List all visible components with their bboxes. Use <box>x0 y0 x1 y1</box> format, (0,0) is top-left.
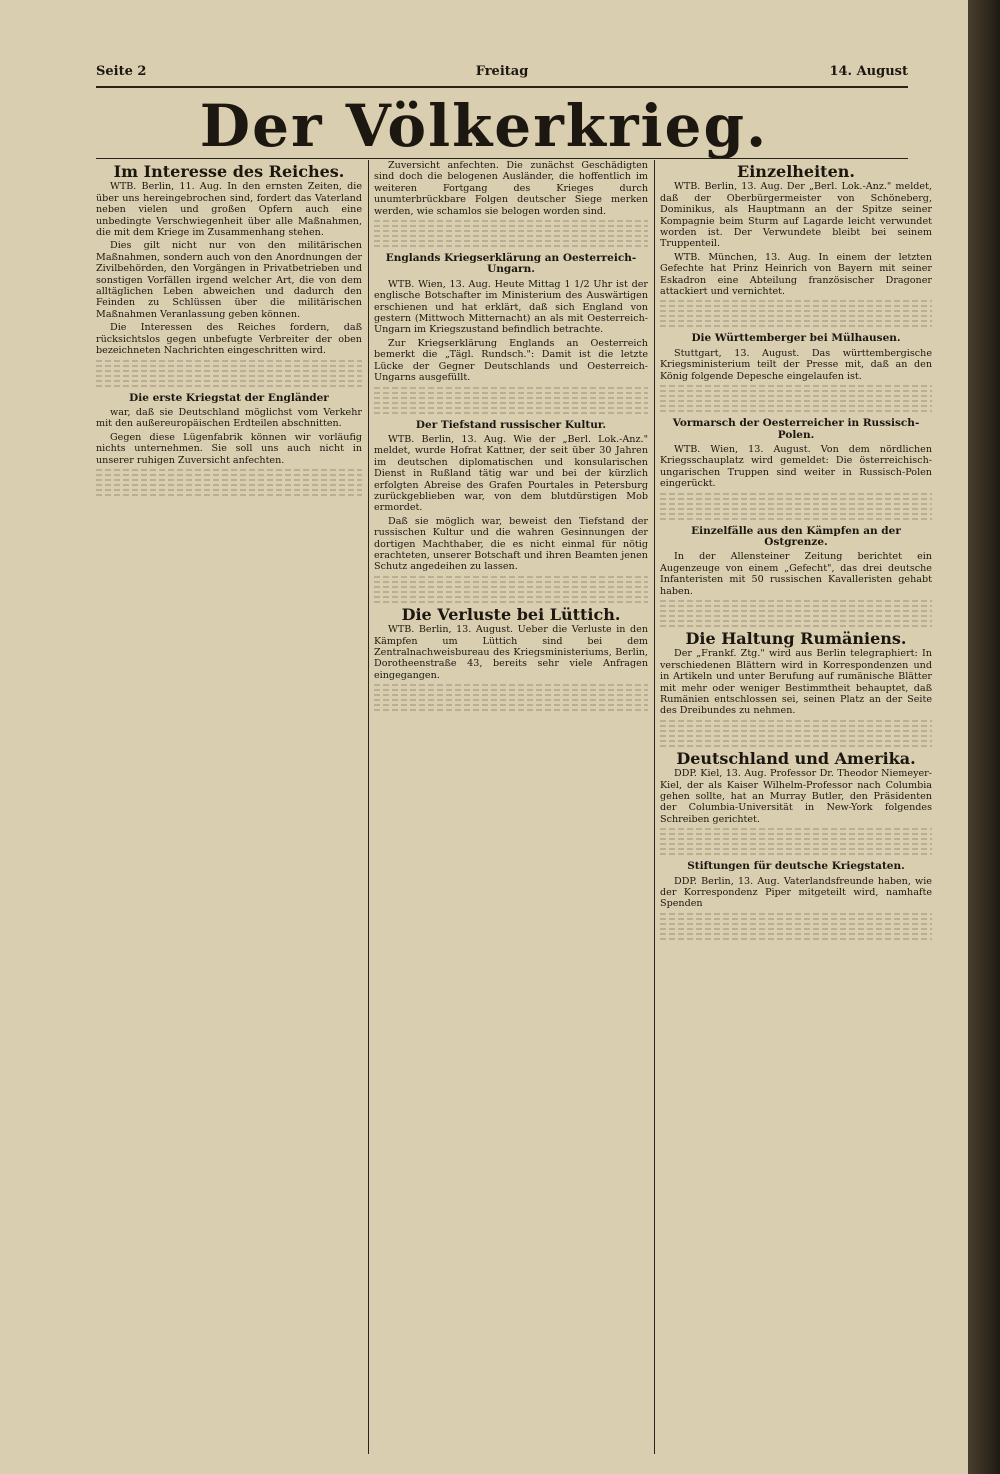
text-line <box>660 928 932 930</box>
text-line <box>660 503 932 505</box>
text-line <box>96 469 362 471</box>
article-headline: Englands Kriegserklärung an Oesterreich-Ungarn. <box>385 252 637 276</box>
text-line <box>660 615 932 617</box>
page-header <box>96 64 908 86</box>
article-paragraph: WTB. Berlin, 13. Aug. Wie der „Berl. Lok.-Anz." meldet, wurde Hofrat Kattner, der seit über 30 Jahren im deutschen diplomatischen und konsularischen Dienst in Rußland tätig war und bei der kürzlich erfolgten Abreise des Grafen Pourtales in Petersburg zurückgeblieben war, von dem blutdürstigen Mob ermordet. <box>374 433 648 514</box>
text-line <box>374 601 648 603</box>
text-line <box>374 684 648 686</box>
article-paragraph: Die Interessen des Reiches fordern, daß rücksichtslos gegen unbefugte Verbreiter der oben bezeichneten Nachrichten eingeschritten wird. <box>96 322 362 357</box>
article-headline: Deutschland und Amerika. <box>676 748 916 768</box>
header-rule <box>96 86 908 88</box>
article-paragraph: WTB. Wien, 13. Aug. Heute Mittag 1 1/2 Uhr ist der englische Botschafter im Ministerium des Auswärtigen erschienen und hat erklärt, daß sich England von gestern (Mittwoch Mitternacht) an als mit Oesterreich-Ungarn im Kriegszustand befindlich betrachte. <box>374 278 648 336</box>
text-line <box>374 586 648 588</box>
text-line <box>660 913 932 915</box>
text-line <box>660 600 932 602</box>
article-paragraph: Zur Kriegserklärung Englands an Oesterreich bemerkt die „Tägl. Rundsch.": Damit ist die letzte Lücke der Gegner Deutschlands und Oesterreich-Ungarns ausgefüllt. <box>374 337 648 384</box>
text-line <box>660 610 932 612</box>
text-line <box>374 699 648 701</box>
text-line <box>374 591 648 593</box>
text-line <box>660 735 932 737</box>
text-line <box>374 581 648 583</box>
text-line <box>660 325 932 327</box>
text-line <box>96 360 362 362</box>
text-line <box>660 923 932 925</box>
text-line <box>374 412 648 414</box>
binding-edge <box>968 0 1000 1474</box>
header-date: 14. August <box>829 64 908 79</box>
text-line <box>660 498 932 500</box>
column-2 <box>374 160 648 1454</box>
article-paragraph: WTB. Berlin, 11. Aug. In den ernsten Zeiten, die über uns hereingebrochen sind, fordert das Vaterland neben vielen und großen Opfern auch eine unbedingte Verschwiegenheit über alle Maßnahmen, die mit dem Kriege im Zusammenhang stehen. <box>96 181 362 239</box>
article-headline: Vormarsch der Oesterreicher in Russisch-Polen. <box>672 417 920 441</box>
text-line <box>660 385 932 387</box>
column-3 <box>660 160 932 1454</box>
text-line <box>660 745 932 747</box>
text-line <box>660 848 932 850</box>
text-line <box>660 838 932 840</box>
text-line <box>96 494 362 496</box>
article-headline: Stiftungen für deutsche Kriegstaten. <box>687 860 905 873</box>
text-line <box>660 725 932 727</box>
article-paragraph: WTB. München, 13. Aug. In einem der letzten Gefechte hat Prinz Heinrich von Bayern mit seiner Eskadron eine Abteilung französischer Dragoner attackiert und vernichtet. <box>660 251 932 298</box>
text-line <box>374 576 648 578</box>
text-line <box>96 365 362 367</box>
text-line <box>660 315 932 317</box>
masthead-rule <box>96 158 908 159</box>
article-headline: Einzelheiten. <box>737 162 855 181</box>
article-paragraph: DDP. Kiel, 13. Aug. Professor Dr. Theodor Niemeyer-Kiel, der als Kaiser Wilhelm-Professor nach Columbia gehen sollte, hat an Murray Butler, den Präsidenten der Columbia-Universität in New-York folgendes Schreiben gerichtet. <box>660 768 932 825</box>
text-line <box>660 918 932 920</box>
text-line <box>96 380 362 382</box>
text-line <box>660 320 932 322</box>
text-line <box>660 310 932 312</box>
text-line <box>374 709 648 711</box>
text-line <box>374 220 648 222</box>
text-line <box>660 300 932 302</box>
text-line <box>96 484 362 486</box>
text-line <box>660 853 932 855</box>
text-line <box>374 596 648 598</box>
article-paragraph: Daß sie möglich war, beweist den Tiefstand der russischen Kultur und die wahren Gesinnungen der dortigen Machthaber, die es nicht einmal für nötig erachteten, unserer Botschaft und ihren Beamten jenen Schutz angedeihen zu lassen. <box>374 515 648 573</box>
text-line <box>96 370 362 372</box>
text-line <box>660 740 932 742</box>
article-paragraph: DDP. Berlin, 13. Aug. Vaterlandsfreunde haben, wie der Korrespondenz Piper mitgeteilt wird, namhafte Spenden <box>660 875 932 910</box>
text-line <box>96 489 362 491</box>
text-line <box>374 694 648 696</box>
text-line <box>660 828 932 830</box>
text-line <box>660 720 932 722</box>
text-line <box>374 225 648 227</box>
text-line <box>374 230 648 232</box>
article-paragraph: WTB. Berlin, 13. August. Ueber die Verluste in den Kämpfen um Lüttich sind bei dem Zentralnachweisbureau des Kriegsministeriums, Berlin, Dorotheenstraße 43, bereits sehr viele Anfragen eingegangen. <box>374 624 648 681</box>
article-headline: Die Verluste bei Lüttich. <box>401 604 621 624</box>
header-page-number: Seite 2 <box>96 64 147 79</box>
article-paragraph: Der „Frankf. Ztg." wird aus Berlin telegraphiert: In verschiedenen Blättern wird in Korrespondenzen und in Artikeln und unter Berufung auf rumänische Blätter mit mehr oder weniger Bestimmtheit behauptet, daß Rumänien entschlossen sei, seinen Platz an der Seite des Dreibundes zu nehmen. <box>660 648 932 717</box>
column-divider <box>368 160 369 1454</box>
article-paragraph: Zuversicht anfechten. Die zunächst Geschädigten sind doch die belogenen Ausländer, die hoffentlich im weiteren Fortgang des Krieges durch unumterbrückbare Folgen deutscher Siege merken werden, wie schamlos sie belogen worden sind. <box>374 160 648 217</box>
article-paragraph: war, daß sie Deutschland möglichst vom Verkehr mit den außereuropäischen Erdteilen abschnitten. <box>96 406 362 430</box>
column-1 <box>96 160 362 1454</box>
article-headline: Die erste Kriegstat der Engländer <box>129 391 329 404</box>
article-headline: Einzelfälle aus den Kämpfen an der Ostgrenze. <box>691 524 901 548</box>
text-line <box>660 405 932 407</box>
text-line <box>660 605 932 607</box>
article-headline: Die Württemberger bei Mülhausen. <box>691 332 901 345</box>
text-line <box>660 843 932 845</box>
text-line <box>374 689 648 691</box>
text-line <box>374 397 648 399</box>
text-line <box>660 305 932 307</box>
article-headline: Die Haltung Rumäniens. <box>685 628 907 648</box>
text-line <box>374 407 648 409</box>
article-paragraph: In der Allensteiner Zeitung berichtet ein Augenzeuge von einem „Gefecht", das drei deutsche Infanteristen mit 50 russischen Kavalleristen gehabt haben. <box>660 551 932 597</box>
text-line <box>660 395 932 397</box>
text-line <box>660 513 932 515</box>
text-line <box>660 508 932 510</box>
text-line <box>660 390 932 392</box>
text-line <box>660 625 932 627</box>
text-line <box>660 938 932 940</box>
text-line <box>96 474 362 476</box>
text-line <box>660 620 932 622</box>
article-headline: Der Tiefstand russischer Kultur. <box>415 418 607 431</box>
masthead-title: Der Völkerkrieg. <box>199 92 769 160</box>
text-line <box>660 410 932 412</box>
text-line <box>374 402 648 404</box>
text-line <box>374 387 648 389</box>
article-paragraph: WTB. Berlin, 13. Aug. Der „Berl. Lok.-Anz." meldet, daß der Oberbürgermeister von Schöneberg, Dominikus, als Hauptmann an der Spitze seiner Kompagnie beim Sturm auf Lagarde leicht verwundet worden ist. Der Verwundete bleibt bei seinem Truppenteil. <box>660 181 932 250</box>
article-paragraph: Dies gilt nicht nur von den militärischen Maßnahmen, sondern auch von den Anordnungen der Zivilbehörden, den Vorgängen in Privatbetrieben und sonstigen Vorfällen irgend welcher Art, die von dem alltäglichen Leben abweichen und dadurch den Feinden zu Schlüssen über die militärischen Maßnahmen Veranlassung geben können. <box>96 240 362 320</box>
text-line <box>374 235 648 237</box>
text-line <box>660 933 932 935</box>
text-line <box>96 479 362 481</box>
text-line <box>374 704 648 706</box>
text-line <box>374 240 648 242</box>
text-line <box>660 518 932 520</box>
header-day: Freitag <box>475 64 529 79</box>
column-divider <box>654 160 655 1454</box>
text-line <box>96 375 362 377</box>
text-line <box>660 493 932 495</box>
text-line <box>96 385 362 387</box>
text-line <box>374 245 648 247</box>
article-paragraph: Gegen diese Lügenfabrik können wir vorläufig nichts unternehmen. Sie soll uns auch nicht in unserer ruhigen Zuversicht anfechten. <box>96 431 362 466</box>
article-headline: Im Interesse des Reiches. <box>113 162 345 181</box>
text-line <box>660 833 932 835</box>
text-line <box>374 392 648 394</box>
article-paragraph: Stuttgart, 13. August. Das württembergische Kriegsministerium teilt der Presse mit, daß an den König folgende Depesche eingelaufen ist. <box>660 347 932 382</box>
article-paragraph: WTB. Wien, 13. August. Von dem nördlichen Kriegsschauplatz wird gemeldet: Die österreichisch-ungarischen Truppen sind weiter in Russisch-Polen eingerückt. <box>660 443 932 490</box>
text-line <box>660 730 932 732</box>
text-line <box>660 400 932 402</box>
